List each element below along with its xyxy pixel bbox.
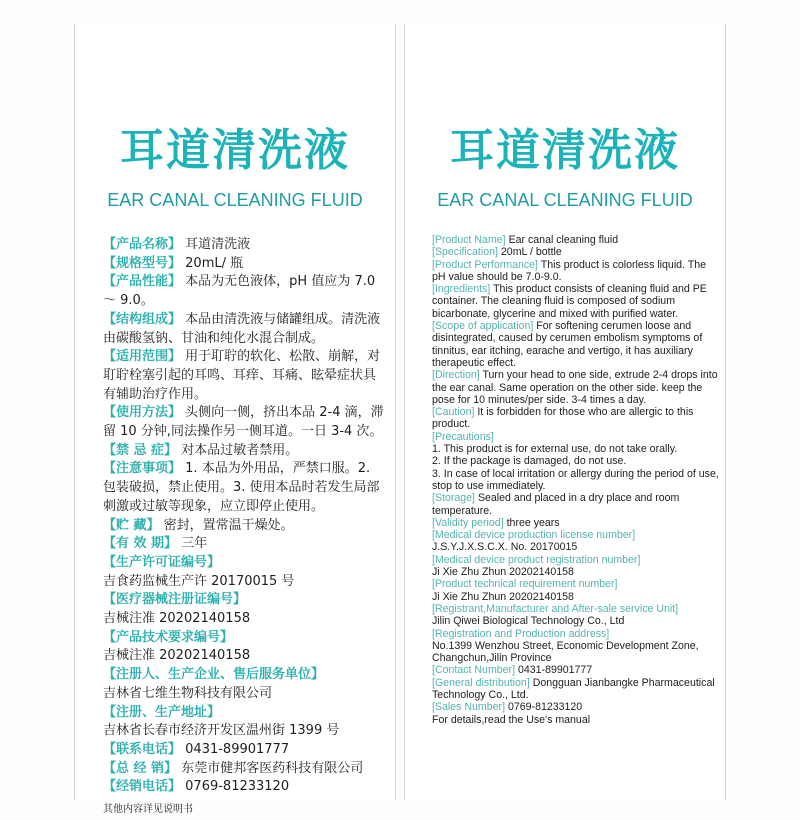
spec-row — [432, 615, 720, 627]
spec-label: 【总 经 销】 — [103, 760, 178, 776]
spec-label: 【生产许可证编号】 — [103, 554, 221, 570]
spec-row — [103, 629, 387, 648]
spec-row — [103, 255, 387, 274]
spec-value: 吉林省七维生物科技有限公司 — [103, 685, 273, 701]
spec-label: [Product Performance] — [432, 258, 538, 271]
spec-value: This product consists of cleaning fluid and PE container. The cleaning fluid is composed of sodium bicarbonate, glycerine and mixed with purified water. — [432, 283, 707, 320]
spec-label: [Registrant,Manufacturer and After-sale service Unit] — [432, 602, 679, 615]
footer-note: 其他内容详见说明书 — [103, 804, 193, 816]
spec-value: 头侧向一侧，挤出本品 2-4 滴，滞留 10 分钟,同法操作另一侧耳道。一日 3-4 次。 — [103, 405, 384, 440]
spec-row — [103, 460, 387, 516]
spec-value: 20mL/ 瓶 — [185, 255, 244, 271]
spec-row — [103, 760, 387, 779]
spec-row — [103, 704, 387, 723]
spec-label: [Scope of application] — [432, 320, 534, 333]
spec-value: For softening cerumen loose and disintegrated, caused by cerumen embolism symptoms of tinnitus, ear itching, earache and vertigo, it has auxiliary therapeutic effect. — [432, 320, 703, 369]
spec-row — [103, 442, 387, 461]
spec-label: 【注册、生产地址】 — [103, 704, 221, 720]
spec-row — [432, 529, 720, 541]
english-subtitle: EAR CANAL CLEANING FLUID — [437, 190, 693, 210]
spec-row — [432, 554, 720, 566]
spec-row — [432, 640, 720, 665]
spec-row — [103, 554, 387, 573]
spec-label: [Registration and Production address] — [432, 627, 610, 640]
spec-label: 【规格型号】 — [103, 255, 182, 271]
chinese-spec-list — [103, 236, 387, 820]
spec-value: 东莞市健邦客医药科技有限公司 — [181, 760, 364, 776]
spec-label: [Medical device product registration number] — [432, 553, 641, 566]
spec-label: [Product Name] — [432, 234, 506, 246]
spec-row — [432, 431, 720, 443]
spec-row — [432, 443, 720, 455]
spec-value: J.S.Y.J.X.S.C.X. No. 20170015 — [432, 541, 578, 554]
spec-row — [432, 578, 720, 590]
spec-value: This product is colorless liquid. The pH value should be 7.0-9.0. — [432, 258, 707, 283]
spec-value: Turn your head to one side, extrude 2-4 drops into the ear canal. Same operation on the other side. keep the pose for 10 minutes/per side. 3-4 times a day. — [432, 369, 718, 406]
footer-note: For details,read the Use's manual — [432, 713, 591, 726]
spec-value: It is forbidden for those who are allergic to this product. — [432, 406, 694, 431]
spec-value: 吉械注准 20202140158 — [103, 648, 251, 664]
spec-label: 【使用方法】 — [103, 405, 182, 421]
spec-value: Ji Xie Zhu Zhun 20202140158 — [432, 566, 574, 579]
spec-label: 【产品名称】 — [103, 237, 182, 252]
spec-value: 吉食药监械生产许 20170015 号 — [103, 573, 295, 589]
spec-row — [432, 677, 720, 702]
spec-row — [432, 591, 720, 603]
spec-label: 【禁 忌 症】 — [103, 442, 178, 458]
spec-row — [103, 591, 387, 610]
spec-row — [103, 647, 387, 666]
spec-row — [103, 311, 387, 348]
spec-value: 3. In case of local irritation or allergy during the period of use, stop to use immediately. — [432, 467, 719, 492]
spec-value: Dongguan Jianbangke Pharmaceutical Technology Co., Ltd. — [432, 676, 715, 701]
spec-value: 吉林省长春市经济开发区温州街 1399 号 — [103, 723, 340, 739]
spec-row — [432, 234, 720, 246]
spec-value: Sealed and placed in a dry place and room temperature. — [432, 492, 680, 517]
spec-row — [432, 603, 720, 615]
spec-label: 【贮 藏】 — [103, 517, 160, 533]
spec-row — [103, 573, 387, 592]
spec-value: 20mL / bottle — [500, 246, 562, 259]
spec-row — [432, 566, 720, 578]
spec-label: [Specification] — [432, 246, 498, 259]
spec-label: [Sales Number] — [432, 701, 506, 714]
spec-value: 本品由清洗液与储罐组成。清洗液由碳酸氢钠、甘油和纯化水混合制成。 — [103, 311, 381, 346]
spec-value: 1. This product is for external use, do not take orally. — [432, 443, 678, 456]
spec-row — [432, 246, 720, 258]
english-subtitle: EAR CANAL CLEANING FLUID — [107, 190, 363, 210]
spec-label: 【产品性能】 — [103, 274, 182, 290]
spec-row — [432, 455, 720, 467]
spec-value: 用于耵聍的软化、松散、崩解，对耵聍栓塞引起的耳鸣、耳痒、耳痛、眩晕症状具有辅助治疗作用。 — [103, 349, 381, 402]
spec-label: [Storage] — [432, 492, 475, 505]
spec-row — [103, 778, 387, 797]
spec-value: 密封，置常温干燥处。 — [163, 517, 294, 533]
spec-row — [432, 628, 720, 640]
spec-row — [103, 610, 387, 629]
spec-row — [432, 664, 720, 676]
chinese-product-title: 耳道清洗液 — [120, 125, 350, 176]
spec-label: 【医疗器械注册证编号】 — [103, 592, 247, 608]
english-label-panel — [404, 24, 726, 800]
spec-row — [103, 685, 387, 704]
spec-value: 本品为无色液体，pH 值应为 7.0 ～ 9.0。 — [103, 274, 376, 309]
spec-label: [Direction] — [432, 369, 480, 382]
spec-row — [432, 259, 720, 284]
spec-row — [103, 236, 387, 255]
spec-value: 0431-89901777 — [517, 664, 593, 677]
spec-value: 三年 — [181, 536, 208, 552]
spec-row — [432, 406, 720, 431]
chinese-product-title: 耳道清洗液 — [450, 125, 680, 176]
spec-row — [432, 369, 720, 406]
spec-label: [Contact Number] — [432, 664, 516, 677]
spec-row — [103, 722, 387, 741]
spec-value: three years — [506, 516, 560, 529]
spec-value: 吉械注准 20202140158 — [103, 611, 251, 627]
spec-row — [103, 273, 387, 310]
spec-label: [General distribution] — [432, 676, 530, 689]
spec-row — [103, 404, 387, 441]
spec-label: [Validity period] — [432, 516, 504, 529]
spec-row — [432, 701, 720, 713]
spec-label: [Medical device production license number] — [432, 529, 636, 542]
spec-label: 【注意事项】 — [103, 461, 182, 477]
spec-label: [Product technical requirement number] — [432, 578, 618, 591]
spec-row — [103, 741, 387, 760]
spec-row — [432, 320, 720, 369]
spec-label: 【有 效 期】 — [103, 536, 178, 552]
spec-value: Ear canal cleaning fluid — [508, 234, 619, 246]
spec-label: [Precautions] — [432, 430, 494, 443]
spec-label: [Ingredients] — [432, 283, 491, 296]
spec-label: 【产品技术要求编号】 — [103, 629, 234, 645]
spec-value: Jilin Qiwei Biological Technology Co., Ltd — [432, 615, 625, 628]
spec-label: 【经销电话】 — [103, 779, 182, 795]
spec-value: 1. 本品为外用品，严禁口服。2. 包装破损，禁止使用。3. 使用本品时若发生局部刺激或过敏等现象，应立即停止使用。 — [103, 461, 380, 514]
spec-row — [103, 517, 387, 536]
spec-row — [103, 535, 387, 554]
spec-label: 【联系电话】 — [103, 741, 182, 757]
spec-row — [103, 666, 387, 685]
spec-row — [432, 492, 720, 517]
spec-row — [432, 283, 720, 320]
spec-row — [432, 468, 720, 493]
spec-row — [103, 348, 387, 404]
spec-value: 0431-89901777 — [185, 741, 290, 757]
spec-value: 0769-81233120 — [185, 779, 290, 795]
chinese-label-panel — [74, 24, 396, 816]
english-spec-list — [432, 234, 720, 726]
spec-value: Ji Xie Zhu Zhun 20202140158 — [432, 590, 574, 603]
spec-label: [Caution] — [432, 406, 475, 419]
spec-label: 【注册人、生产企业、售后服务单位】 — [103, 667, 325, 683]
spec-label: 【结构组成】 — [103, 311, 182, 327]
spec-value: 耳道清洗液 — [185, 237, 251, 252]
spec-value: 2. If the package is damaged, do not use. — [432, 455, 627, 468]
spec-label: 【适用范围】 — [103, 349, 182, 365]
spec-value: 0769-81233120 — [507, 701, 583, 714]
spec-row — [432, 517, 720, 529]
spec-row — [432, 541, 720, 553]
spec-value: No.1399 Wenzhou Street, Economic Development Zone, Changchun,Jilin Province — [432, 639, 699, 665]
spec-value: 对本品过敏者禁用。 — [181, 442, 299, 458]
